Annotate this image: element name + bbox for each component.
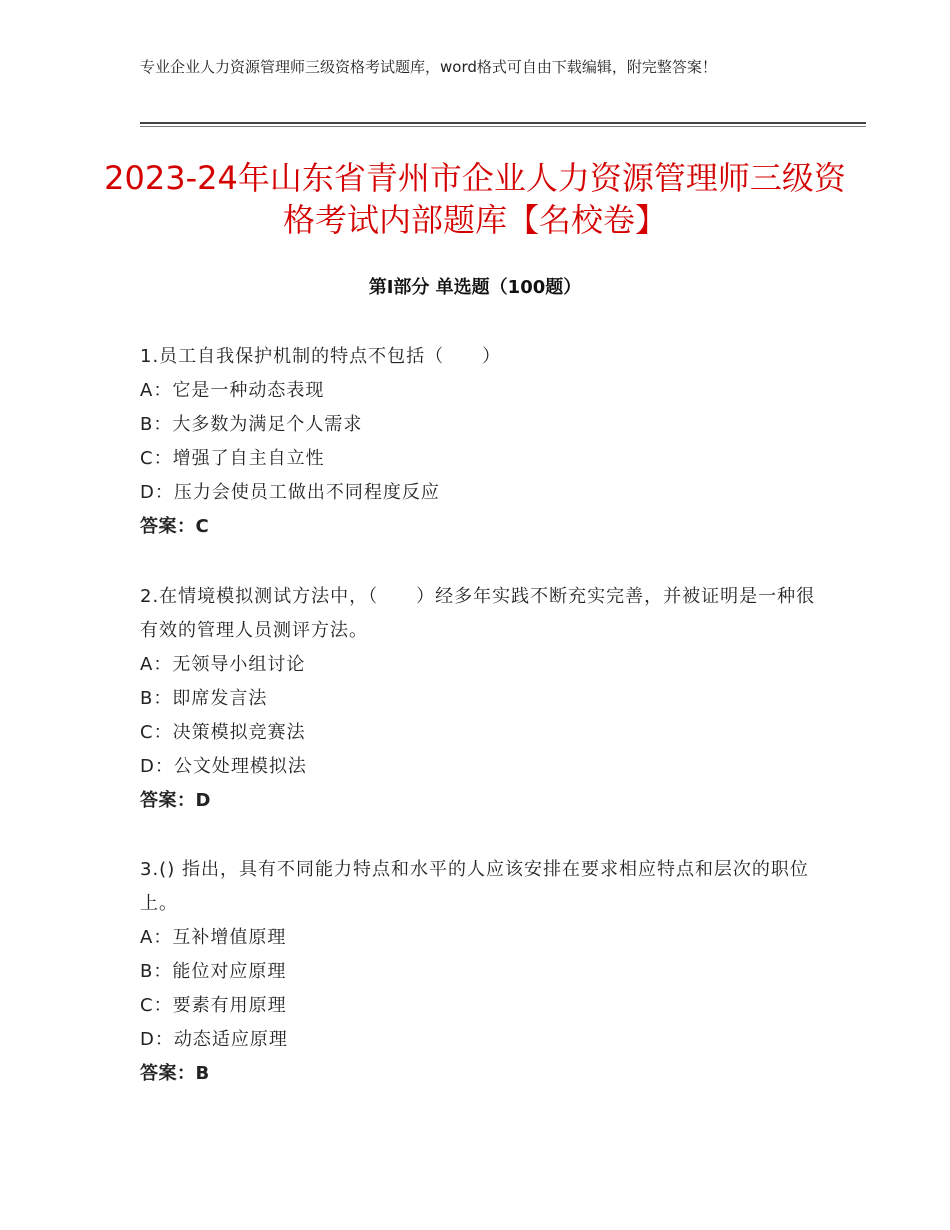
option-b: B：能位对应原理 bbox=[140, 961, 287, 982]
answer-line: 答案：D bbox=[140, 790, 211, 811]
option-c: C：决策模拟竞赛法 bbox=[140, 722, 306, 743]
option-d: D：动态适应原理 bbox=[140, 1029, 288, 1050]
option-a: A：它是一种动态表现 bbox=[140, 380, 325, 401]
header-note: 专业企业人力资源管理师三级资格考试题库，word格式可自由下载编辑，附完整答案！ bbox=[140, 58, 717, 76]
question-item bbox=[140, 853, 820, 1091]
question-stem: 3.() 指出，具有不同能力特点和水平的人应该安排在要求相应特点和层次的职位上。 bbox=[140, 859, 809, 914]
document-title: 2023-24年山东省青州市企业人力资源管理师三级资格考试内部题库【名校卷】 bbox=[104, 159, 846, 239]
option-d: D：压力会使员工做出不同程度反应 bbox=[140, 482, 440, 503]
header-divider-thick bbox=[140, 122, 866, 124]
section-title: 第I部分 单选题（100题） bbox=[368, 277, 582, 298]
answer-line: 答案：B bbox=[140, 1063, 210, 1084]
option-d: D：公文处理模拟法 bbox=[140, 756, 307, 777]
option-b: B：大多数为满足个人需求 bbox=[140, 414, 363, 435]
header-divider-thin bbox=[140, 126, 866, 127]
option-a: A：无领导小组讨论 bbox=[140, 654, 306, 675]
option-c: C：增强了自主自立性 bbox=[140, 448, 325, 469]
option-b: B：即席发言法 bbox=[140, 688, 268, 709]
option-c: C：要素有用原理 bbox=[140, 995, 287, 1016]
question-item bbox=[140, 340, 820, 544]
question-stem: 2.在情境模拟测试方法中，（ ）经多年实践不断充实完善，并被证明是一种很有效的管理人员测评方法。 bbox=[140, 586, 816, 641]
option-a: A：互补增值原理 bbox=[140, 927, 287, 948]
answer-line: 答案：C bbox=[140, 516, 210, 537]
question-item bbox=[140, 580, 820, 818]
question-stem: 1.员工自我保护机制的特点不包括（ ） bbox=[140, 346, 502, 367]
